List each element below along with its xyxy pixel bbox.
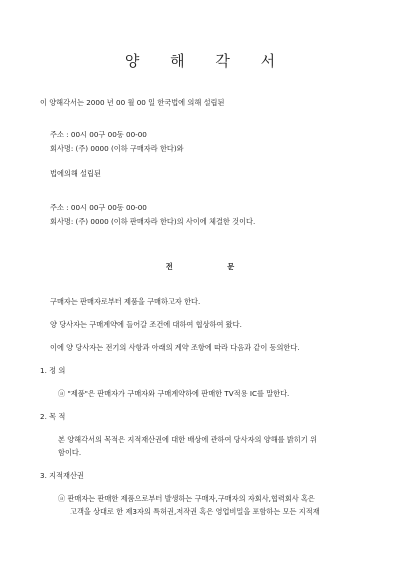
party2-company: 회사명: (주) 0000 (이하 판매자라 한다)의 사이에 체결한 것이다. — [50, 217, 256, 226]
preamble-paragraph-3: 이에 양 당사자는 전기의 사항과 아래의 계약 조항에 따라 다음과 같이 동의한다. — [50, 343, 300, 352]
section-1-heading: 1. 정 의 — [40, 366, 66, 375]
preamble-paragraph-2: 양 당사자는 구매계약에 들어갈 조건에 대하여 협상하여 왔다. — [50, 320, 242, 329]
section-1-item: ⓐ "제품"은 판매자가 구매자와 구매계약하에 판매한 TV적용 IC를 말한다. — [58, 389, 290, 398]
party1-company: 회사명: (주) 0000 (이하 구매자라 한다)와 — [50, 144, 184, 153]
preamble-heading-char-1: 전 — [165, 262, 173, 271]
document-title: 양 해 각 서 — [124, 52, 289, 70]
section-3-heading: 3. 지적재산권 — [40, 471, 84, 480]
section-3-item-line-2: 고객을 상대로 한 제3자의 특허권,저작권 혹은 영업비밀을 포함하는 모든 지적재 — [70, 507, 320, 516]
section-2-heading: 2. 목 적 — [40, 412, 66, 421]
section-2-text-line-2: 함이다. — [58, 448, 82, 457]
section-3-item-line-1: ⓐ 판매자는 판매한 제품으로부터 발생하는 구매자,구매자의 자회사,협력회사 혹은 — [58, 494, 315, 503]
party2-address: 주소 : 00시 00구 00동 00-00 — [50, 203, 147, 212]
intro-text: 이 양해각서는 2000 년 00 월 00 일 한국법에 의해 설립된 — [40, 98, 225, 107]
preamble-heading-char-2: 문 — [227, 262, 235, 271]
preamble-paragraph-1: 구매자는 판매자로부터 제품을 구매하고자 한다. — [50, 297, 201, 306]
preamble-heading — [0, 262, 400, 272]
party2-intro: 법에의해 설립된 — [50, 169, 101, 178]
party1-address: 주소 : 00시 00구 00동 00-00 — [50, 130, 147, 139]
section-2-text-line-1: 본 양해각서의 목적은 지적재산권에 대한 배상에 관하여 당사자의 양해를 밝히기 위 — [58, 435, 317, 444]
